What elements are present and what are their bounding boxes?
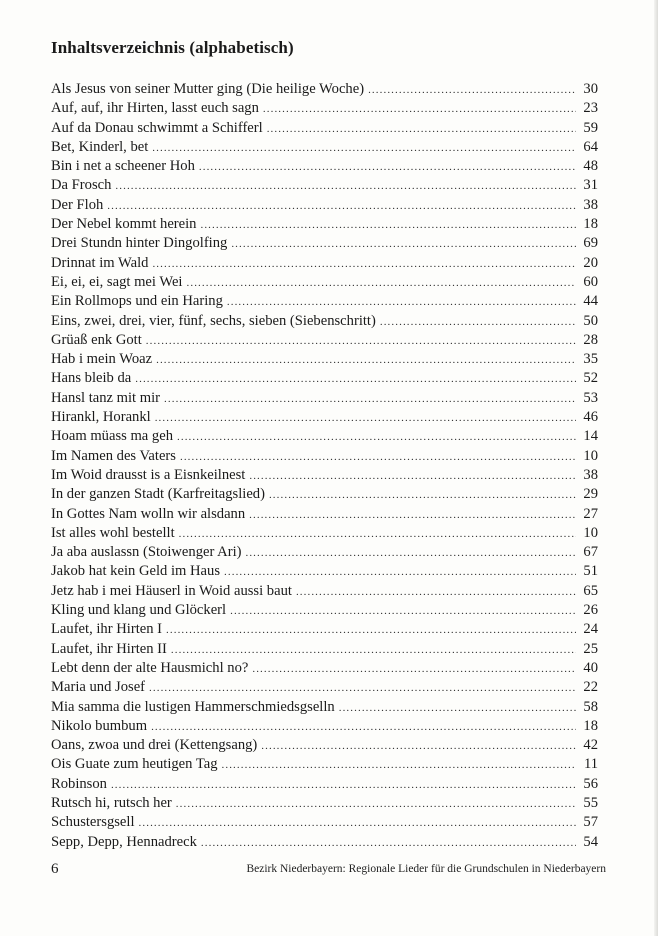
toc-entry <box>51 698 598 717</box>
toc-entry-page: 30 <box>583 81 598 97</box>
toc-entry-title: Lebt denn der alte Hausmichl no? <box>51 659 249 676</box>
toc-entry-page: 56 <box>583 775 598 792</box>
toc-entry-title: Auf da Donau schwimmt a Schifferl <box>51 119 263 136</box>
toc-entry <box>51 427 598 446</box>
dot-leader <box>156 351 576 369</box>
dot-leader <box>230 602 576 620</box>
toc-entry-page: 38 <box>583 466 598 483</box>
toc-entry <box>51 524 598 543</box>
dot-leader <box>152 255 576 273</box>
toc-entry-title: In Gottes Nam wolln wir alsdann <box>51 505 246 522</box>
dot-leader <box>139 814 576 832</box>
toc-entry-title: Hans bleib da <box>51 370 132 387</box>
toc-entry <box>51 794 598 813</box>
toc-entry <box>51 813 598 832</box>
toc-entry-title: Oans, zwoa und drei (Kettengsang) <box>51 737 258 754</box>
toc-entry-page: 28 <box>583 331 598 348</box>
dot-leader <box>179 525 576 543</box>
toc-entry-title: Hansl tanz mit mir <box>51 389 161 406</box>
toc-entry-page: 27 <box>583 505 598 522</box>
dot-leader <box>164 390 576 408</box>
page-footer: Bezirk Niederbayern: Regionale Lieder für die Grundschulen in Niederbayern <box>246 863 606 875</box>
dot-leader <box>166 621 576 639</box>
toc-entry <box>51 505 598 524</box>
dot-leader <box>263 100 576 118</box>
toc-entry <box>51 736 598 755</box>
toc-entry <box>51 755 598 774</box>
toc-entry-page: 55 <box>583 794 598 811</box>
toc-entry-title: Laufet, ihr Hirten II <box>51 640 167 657</box>
toc-entry <box>51 99 598 118</box>
toc-entry-page: 29 <box>583 486 598 503</box>
toc-entry-page: 22 <box>583 679 598 696</box>
toc-entry-title: Maria und Josef <box>51 679 146 696</box>
toc-entry <box>51 273 598 292</box>
toc-entry-title: Jetz hab i mei Häuserl in Woid aussi baut <box>51 582 292 599</box>
toc-entry-page: 23 <box>583 100 598 117</box>
dot-leader <box>146 332 576 350</box>
toc-entry-title: Ja aba auslassn (Stoiwenger Ari) <box>51 544 242 561</box>
dot-leader <box>171 641 576 659</box>
toc-entry <box>51 640 598 659</box>
toc-entry <box>51 254 598 273</box>
toc-entry-title: Der Nebel kommt herein <box>51 216 197 233</box>
dot-leader <box>269 486 576 504</box>
toc-entry-title: Ois Guate zum heutigen Tag <box>51 756 218 773</box>
dot-leader <box>267 120 576 138</box>
dot-leader <box>115 177 576 195</box>
dot-leader <box>252 660 576 678</box>
dot-leader <box>177 428 576 446</box>
toc-entry-title: Auf, auf, ihr Hirten, lasst euch sagn <box>51 100 259 117</box>
toc-entry <box>51 369 598 388</box>
toc-entry-page: 50 <box>583 312 598 329</box>
toc-entry-page: 51 <box>583 563 598 580</box>
toc-entry-page: 67 <box>583 544 598 561</box>
dot-leader <box>296 583 576 601</box>
dot-leader <box>200 216 576 234</box>
toc-entry-page: 53 <box>583 389 598 406</box>
toc-entry-page: 40 <box>583 659 598 676</box>
toc-entry-page: 54 <box>583 833 598 850</box>
dot-leader <box>222 756 577 774</box>
dot-leader <box>201 834 576 852</box>
toc-entry <box>51 138 598 157</box>
toc-entry <box>51 196 598 215</box>
toc-entry <box>51 562 598 581</box>
toc-entry <box>51 620 598 639</box>
toc-entry <box>51 119 598 138</box>
page-title: Inhaltsverzeichnis (alphabetisch) <box>51 38 294 57</box>
dot-leader <box>227 293 576 311</box>
toc-entry-page: 18 <box>583 717 598 734</box>
toc-entry-page: 10 <box>583 447 598 464</box>
dot-leader <box>152 139 576 157</box>
toc-entry-page: 65 <box>583 582 598 599</box>
toc-entry-title: Jakob hat kein Geld im Haus <box>51 563 221 580</box>
toc-entry-page: 46 <box>583 409 598 426</box>
toc-entry <box>51 447 598 466</box>
dot-leader <box>149 679 576 697</box>
toc-entry-page: 18 <box>583 216 598 233</box>
toc-entry <box>51 833 598 852</box>
toc-entry-title: Hab i mein Woaz <box>51 351 153 368</box>
toc-entry-title: Grüaß enk Gott <box>51 331 142 348</box>
toc-entry-page: 69 <box>583 235 598 252</box>
dot-leader <box>155 409 576 427</box>
toc-entry-title: Robinson <box>51 775 107 792</box>
toc-entry-page: 31 <box>583 177 598 194</box>
toc-entry-title: Im Woid drausst is a Eisnkeilnest <box>51 466 246 483</box>
toc-entry <box>51 659 598 678</box>
toc-entry <box>51 601 598 620</box>
toc-entry-page: 48 <box>583 158 598 175</box>
toc-entry <box>51 331 598 350</box>
dot-leader <box>380 313 576 331</box>
toc-entry-page: 52 <box>583 370 598 387</box>
toc-entry-title: Nikolo bumbum <box>51 717 148 734</box>
toc-entry <box>51 215 598 234</box>
toc-entry-title: Kling und klang und Glöckerl <box>51 602 227 619</box>
toc-entry <box>51 312 598 331</box>
toc-entry <box>51 176 598 195</box>
toc-entry-page: 38 <box>583 196 598 213</box>
toc-entry <box>51 408 598 427</box>
toc-entry-page: 10 <box>583 524 598 541</box>
toc-entry-page: 24 <box>583 621 598 638</box>
dot-leader <box>224 563 576 581</box>
toc-entry-title: Eins, zwei, drei, vier, fünf, sechs, sieben (Siebenschritt) <box>51 312 376 329</box>
toc-entry-page: 57 <box>583 814 598 831</box>
toc-entry-title: Laufet, ihr Hirten I <box>51 621 163 638</box>
toc-entry-page: 14 <box>583 428 598 445</box>
toc-entry <box>51 389 598 408</box>
toc-entry-title: Drei Stundn hinter Dingolfing <box>51 235 228 252</box>
dot-leader <box>245 544 576 562</box>
dot-leader <box>261 737 576 755</box>
toc-entry-title: Rutsch hi, rutsch her <box>51 794 172 811</box>
toc-entry-title: In der ganzen Stadt (Karfreitagslied) <box>51 486 265 503</box>
page-edge-shadow <box>654 0 658 936</box>
table-of-contents <box>51 80 598 852</box>
toc-entry-title: Da Frosch <box>51 177 112 194</box>
toc-entry-title: Mia samma die lustigen Hammerschmiedsgselln <box>51 698 335 715</box>
toc-entry-page: 58 <box>583 698 598 715</box>
toc-entry <box>51 485 598 504</box>
toc-entry-title: Hirankl, Horankl <box>51 409 151 426</box>
dot-leader <box>135 370 576 388</box>
dot-leader <box>107 197 576 215</box>
dot-leader <box>180 448 576 466</box>
toc-entry <box>51 292 598 311</box>
toc-entry <box>51 543 598 562</box>
toc-entry-page: 42 <box>583 737 598 754</box>
toc-entry-title: Ist alles wohl bestellt <box>51 524 175 541</box>
dot-leader <box>249 467 576 485</box>
toc-entry-title: Der Floh <box>51 196 104 213</box>
dot-leader <box>339 699 576 717</box>
toc-entry-title: Bin i net a scheener Hoh <box>51 158 195 175</box>
toc-entry-page: 20 <box>583 254 598 271</box>
dot-leader <box>199 158 576 176</box>
dot-leader <box>111 776 576 794</box>
toc-entry-title: Hoam müass ma geh <box>51 428 173 445</box>
toc-entry <box>51 775 598 794</box>
toc-entry <box>51 80 598 99</box>
toc-entry <box>51 350 598 369</box>
toc-entry-title: Im Namen des Vaters <box>51 447 176 464</box>
toc-entry <box>51 582 598 601</box>
toc-entry-page: 59 <box>583 119 598 136</box>
toc-entry-page: 64 <box>583 138 598 155</box>
toc-entry <box>51 234 598 253</box>
toc-entry-page: 25 <box>583 640 598 657</box>
dot-leader <box>368 81 576 99</box>
toc-entry <box>51 466 598 485</box>
toc-entry-title: Ein Rollmops und ein Haring <box>51 293 223 310</box>
toc-entry-page: 11 <box>583 756 598 773</box>
toc-entry <box>51 678 598 697</box>
toc-entry-title: Schustersgsell <box>51 814 135 831</box>
toc-entry-title: Ei, ei, ei, sagt mei Wei <box>51 273 183 290</box>
toc-entry-title: Bet, Kinderl, bet <box>51 138 149 155</box>
page-number: 6 <box>51 861 59 877</box>
toc-entry-page: 60 <box>583 273 598 290</box>
dot-leader <box>231 235 576 253</box>
toc-entry <box>51 157 598 176</box>
dot-leader <box>176 795 576 813</box>
toc-entry <box>51 717 598 736</box>
toc-entry-title: Als Jesus von seiner Mutter ging (Die heilige Woche) <box>51 81 365 97</box>
toc-entry-page: 26 <box>583 602 598 619</box>
toc-entry-page: 35 <box>583 351 598 368</box>
toc-entry-page: 44 <box>583 293 598 310</box>
dot-leader <box>249 506 576 524</box>
dot-leader <box>151 718 576 736</box>
toc-entry-title: Sepp, Depp, Hennadreck <box>51 833 197 850</box>
dot-leader <box>187 274 577 292</box>
toc-entry-title: Drinnat im Wald <box>51 254 149 271</box>
